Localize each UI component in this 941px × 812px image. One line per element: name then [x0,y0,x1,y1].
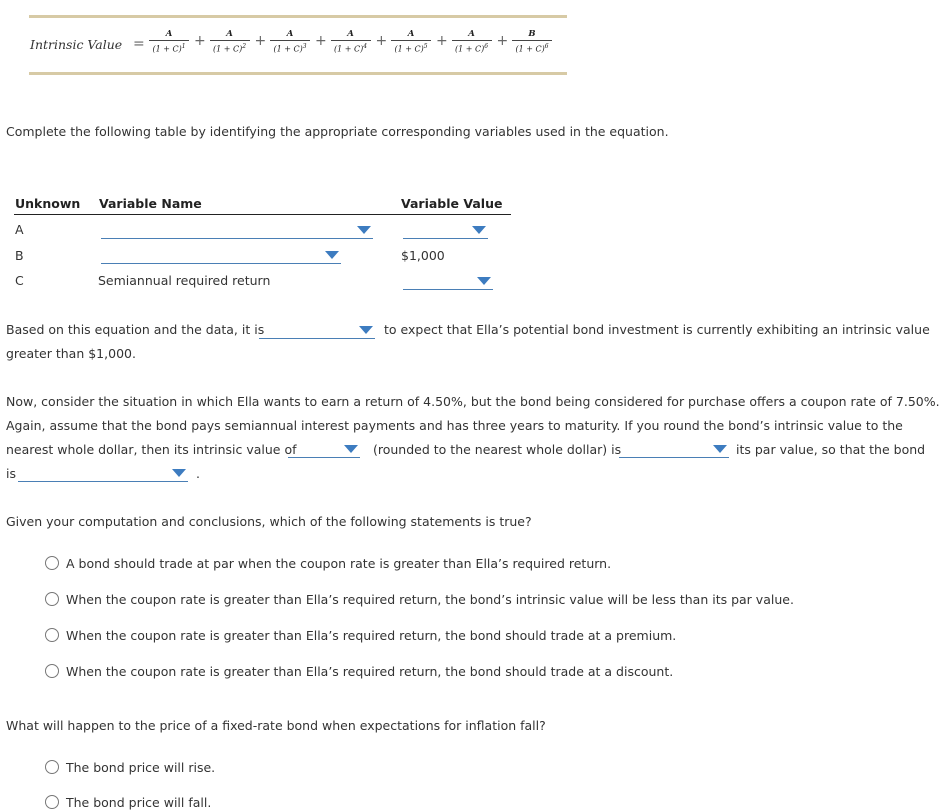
equation-top-rule [29,15,567,18]
term-exponent: 4 [363,43,368,50]
term-numerator: A [165,29,173,39]
q2-line3-c: its par value, so that the bond [736,442,926,457]
term-denominator: $(1 + C)^6$ [515,43,549,54]
q1-text-before: Based on this equation and the data, it is [6,322,265,337]
q2-line4-b: . [196,466,200,481]
term-numerator: A [347,29,354,39]
term-numerator: A [226,29,233,39]
term-denominator: $(1 + C)^3$ [273,43,307,54]
chevron-down-icon [477,277,491,285]
row-b-variable-name-dropdown[interactable] [101,247,341,264]
header-unknown: Unknown [15,196,81,211]
plus-sign: + [496,33,509,49]
fraction-bar [512,40,552,41]
term-exponent: 1 [181,43,186,50]
term-denominator: $(1 + C)^1$ [152,43,186,54]
equation-term [329,30,373,55]
fraction-bar [452,40,492,41]
q3-option-2-label[interactable]: When the coupon rate is greater than Ella’s required return, the bond’s intrinsic value will be less than its par value. [66,592,794,607]
q2-line4-a: is [6,466,16,481]
q2-intrinsic-value-dropdown[interactable] [288,441,360,458]
q2-line3-a: nearest whole dollar, then its intrinsic value of [6,442,297,457]
term-exponent: 3 [302,43,307,50]
row-c-variable-value-dropdown[interactable] [403,273,493,290]
q2-line1: Now, consider the situation in which Ella wants to earn a return of 4.50%, but the bond being considered for purchase offers a coupon rate of 7.50%. [6,394,940,409]
q2-line3-b: (rounded to the nearest whole dollar) is [373,442,622,457]
equals-sign: = [133,36,145,52]
term-denominator: $(1 + C)^4$ [333,43,368,54]
q4-question: What will happen to the price of a fixed-rate bond when expectations for inflation fall? [6,718,546,733]
fraction-bar [149,40,189,41]
q2-comparison-dropdown[interactable] [619,441,729,458]
equation-term [268,30,312,55]
chevron-down-icon [359,326,373,334]
q3-option-3-radio[interactable] [45,628,59,642]
table-header-rule [14,214,511,215]
equation-label: Intrinsic Value [30,37,123,52]
fraction-bar [331,40,371,41]
chevron-down-icon [344,445,358,453]
term-exponent: 5 [423,43,428,50]
chevron-down-icon [325,251,339,259]
equation-term [147,30,191,55]
fraction-bar [210,40,250,41]
term-exponent: 6 [544,43,549,50]
row-c-variable-name: Semiannual required return [98,273,271,288]
chevron-down-icon [172,469,186,477]
q3-option-1-radio[interactable] [45,556,59,570]
equation-term [208,30,252,55]
intrinsic-value-equation [30,27,575,63]
q3-question: Given your computation and conclusions, which of the following statements is true? [6,514,532,529]
equation-bottom-rule [29,72,567,75]
q3-option-3-label[interactable]: When the coupon rate is greater than Ella’s required return, the bond should trade at a premium. [66,628,677,643]
header-variable-name: Variable Name [99,196,202,211]
q4-option-1-label[interactable]: The bond price will rise. [66,760,216,775]
q1-reasonable-dropdown[interactable] [259,322,375,339]
q4-option-2-label[interactable]: The bond price will fall. [66,795,212,810]
equation-term [510,30,554,55]
chevron-down-icon [357,226,371,234]
q2-trade-status-dropdown[interactable] [18,465,188,482]
term-numerator: A [407,29,415,39]
plus-sign: + [254,33,267,49]
equation-term [389,30,433,55]
row-a-unknown: A [15,222,24,237]
q1-text-line2: greater than $1,000. [6,346,136,361]
chevron-down-icon [472,226,486,234]
table-instruction: Complete the following table by identifying the appropriate corresponding variables used in the equation. [6,124,669,139]
q3-option-4-label[interactable]: When the coupon rate is greater than Ella’s required return, the bond should trade at a discount. [66,664,674,679]
chevron-down-icon [713,445,727,453]
fraction-bar [391,40,431,41]
term-exponent: 2 [242,43,247,50]
term-denominator: $(1 + C)^2$ [212,43,247,54]
q3-option-1-label[interactable]: A bond should trade at par when the coupon rate is greater than Ella’s required return. [66,556,612,571]
q4-option-1-radio[interactable] [45,760,59,774]
term-numerator: B [528,29,536,39]
plus-sign: + [194,33,206,49]
term-denominator: $(1 + C)^6$ [454,43,489,54]
q1-text-after: to expect that Ella’s potential bond investment is currently exhibiting an intrinsic value [384,322,930,337]
term-numerator: A [468,29,475,39]
row-b-unknown: B [15,248,24,263]
fraction-bar [270,40,310,41]
plus-sign: + [436,33,448,49]
term-exponent: 6 [484,43,489,50]
plus-sign: + [315,33,327,49]
header-variable-value: Variable Value [401,196,503,211]
q4-option-2-radio[interactable] [45,795,59,809]
row-b-variable-value: $1,000 [401,248,445,263]
row-c-unknown: C [15,273,24,288]
equation-term [450,30,494,55]
plus-sign: + [375,33,388,49]
row-a-variable-value-dropdown[interactable] [403,222,488,239]
q3-option-2-radio[interactable] [45,592,59,606]
term-numerator: A [286,29,294,39]
row-a-variable-name-dropdown[interactable] [101,222,373,239]
term-denominator: $(1 + C)^5$ [394,43,428,54]
q2-line2: Again, assume that the bond pays semiannual interest payments and has three years to maturity. If you round the bond’s intrinsic value to the [6,418,903,433]
q3-option-4-radio[interactable] [45,664,59,678]
